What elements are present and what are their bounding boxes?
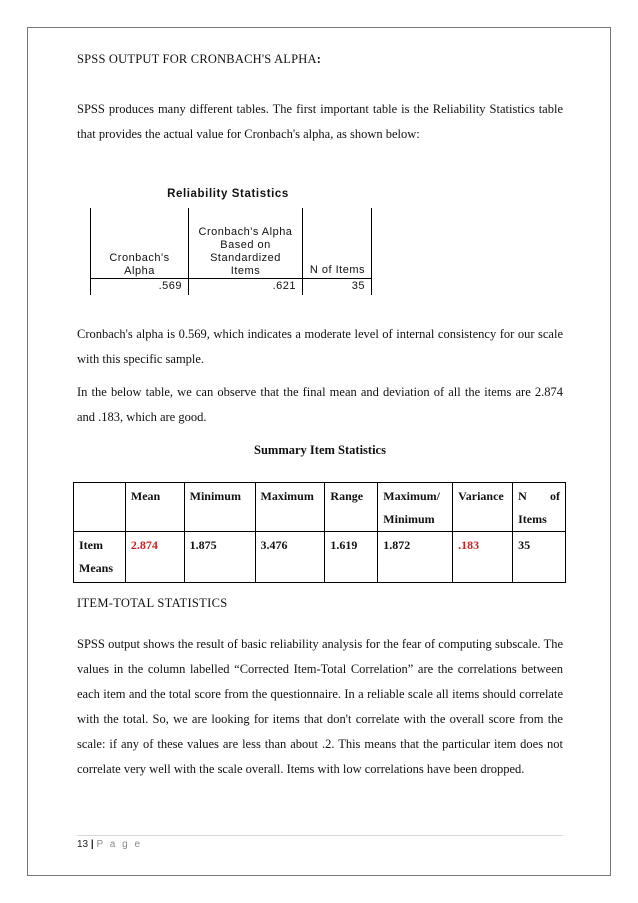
- header-empty: [74, 483, 126, 532]
- footer-separator: |: [90, 839, 94, 850]
- value-mean: 2.874: [125, 532, 184, 583]
- summary-item-statistics-table: [73, 482, 566, 583]
- header-n-of-items: N of Items: [303, 208, 372, 279]
- header-n-of-items: N of Items: [513, 483, 566, 532]
- item-total-heading: ITEM-TOTAL STATISTICS: [77, 596, 228, 610]
- header-range: Range: [325, 483, 378, 532]
- row-label-item-means: Item Means: [74, 532, 126, 583]
- value-max-min: 1.872: [378, 532, 453, 583]
- header-mean: Mean: [125, 483, 184, 532]
- header-minimum: Minimum: [184, 483, 255, 532]
- page-number: 13: [77, 839, 89, 850]
- value-cronbachs-alpha: .569: [91, 279, 189, 296]
- header-cronbachs-alpha: Cronbach's Alpha: [91, 208, 189, 279]
- reliability-statistics-table: [90, 208, 372, 295]
- value-n-of-items: 35: [513, 532, 566, 583]
- header-alpha-standardized: Cronbach's Alpha Based on Standardized Items: [189, 208, 303, 279]
- footer-divider: [77, 835, 563, 836]
- section-heading: SPSS OUTPUT FOR CRONBACH'S ALPHA:: [77, 52, 322, 66]
- value-maximum: 3.476: [255, 532, 325, 583]
- page-label: P a g e: [96, 839, 143, 850]
- value-variance: .183: [453, 532, 513, 583]
- intro-paragraph: SPSS produces many different tables. The first important table is the Reliability Statistics table that provides the actual value for Cronbach's alpha, as shown below:: [77, 102, 563, 141]
- item-total-paragraph: SPSS output shows the result of basic reliability analysis for the fear of computing subscale. The values in the column labelled “Corrected Item-Total Correlation” are the correlations between each item and the total score from the questionnaire. In a reliable scale all items should correlate with the total. So, we are looking for items that don't correlate with the overall score from the scale: if any of these values are less than about .2. This means that the particular item does not correlate very well with the scale overall. Items with low correlations have been dropped.: [77, 637, 563, 776]
- page-footer: [77, 839, 142, 850]
- value-minimum: 1.875: [184, 532, 255, 583]
- summary-table-title: Summary Item Statistics: [254, 443, 386, 457]
- alpha-interpretation-paragraph: Cronbach's alpha is 0.569, which indicates a moderate level of internal consistency for our scale with this specific sample.: [77, 327, 563, 366]
- header-max-min: Maximum/ Minimum: [378, 483, 453, 532]
- header-maximum: Maximum: [255, 483, 325, 532]
- value-range: 1.619: [325, 532, 378, 583]
- value-n-of-items: 35: [303, 279, 372, 296]
- header-variance: Variance: [453, 483, 513, 532]
- mean-deviation-paragraph: In the below table, we can observe that the final mean and deviation of all the items are 2.874 and .183, which are good.: [77, 385, 563, 424]
- reliability-table-title: Reliability Statistics: [167, 188, 289, 200]
- value-alpha-standardized: .621: [189, 279, 303, 296]
